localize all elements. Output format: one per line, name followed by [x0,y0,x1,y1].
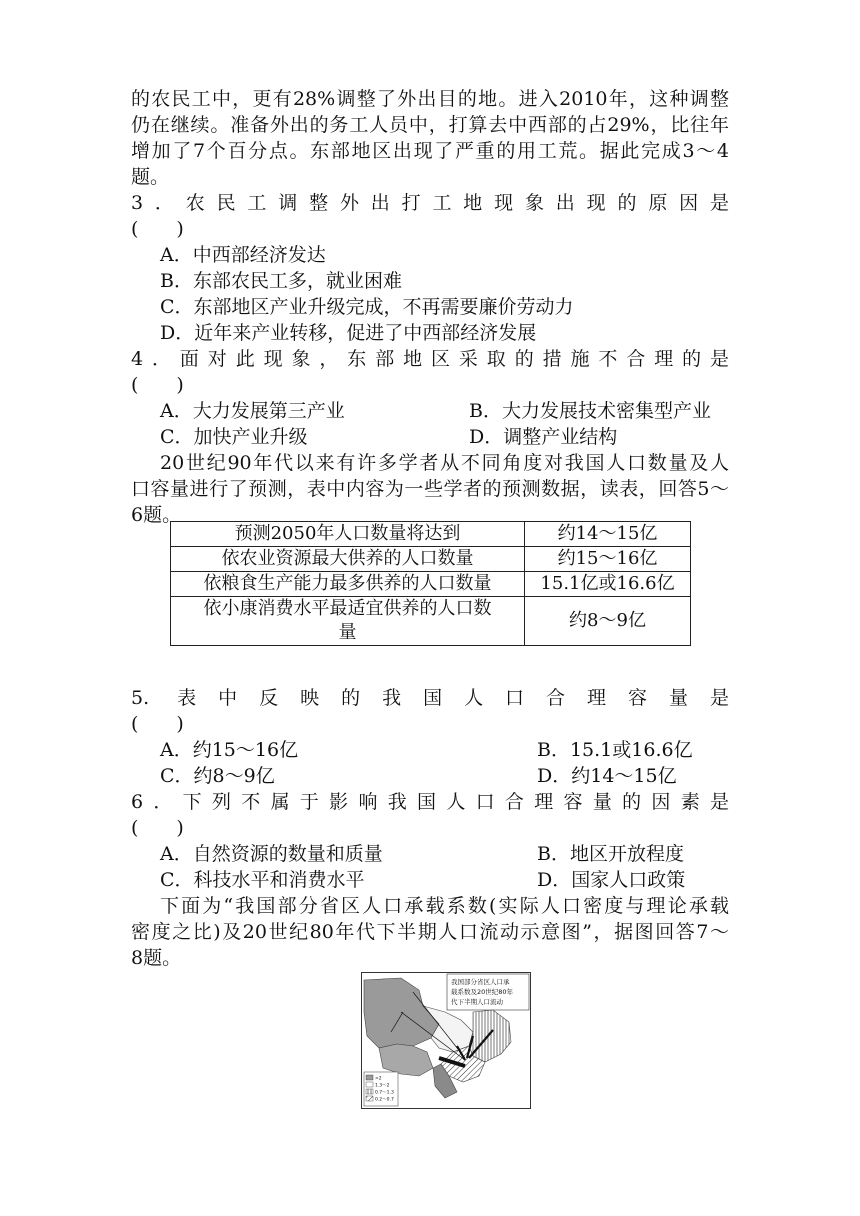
prediction-table [170,521,691,646]
para-5-6-line-1: 20世纪90年代以来有许多学者从不同角度对我国人口数量及人 [160,452,729,474]
table-row [171,547,691,572]
q5-option-a: A．约15～16亿 [160,739,299,761]
table-cell-value: 约14～15亿 [525,522,691,547]
q6-option-d: D．国家人口政策 [537,869,686,891]
para-5-6-line-2: 口容量进行了预测，表中内容为一些学者的预测数据，读表，回答5～ [131,478,729,500]
q6-option-a: A．自然资源的数量和质量 [160,843,383,865]
legend-label: 0.7～1.3 [375,1090,394,1096]
q5-option-d: D．约14～15亿 [537,765,677,787]
q4-option-a: A．大力发展第三产业 [160,400,345,422]
table-cell-value: 约15～16亿 [525,547,691,572]
table-row [171,522,691,547]
legend-swatch [366,1096,373,1101]
table-row [171,597,691,646]
q5-answer-paren: ( ) [131,713,184,735]
para-7-8-line-1: 下面为“我国部分省区人口承载系数(实际人口密度与理论承载 [160,895,729,917]
para-7-8-line-2: 密度之比)及20世纪80年代下半期人口流动示意图”，据图回答7～ [131,921,729,943]
q4-option-c: C．加快产业升级 [160,426,308,448]
table-cell-label-line-2: 量 [338,622,357,643]
table-row [171,572,691,597]
para-5-6-line-3: 6题。 [131,504,182,526]
legend-label: 1.3～2 [375,1083,390,1089]
q5-option-c: C．约8～9亿 [160,765,275,787]
q4-stem: 4．面对此现象，东部地区采取的措施不合理的是 [131,348,729,370]
intro-line-3: 增加了7个百分点。东部地区出现了严重的用工荒。据此完成3～4 [131,140,729,162]
table-cell-label: 预测2050年人口数量将达到 [171,522,525,547]
q3-answer-paren: ( ) [131,218,184,240]
q3-option-c: C．东部地区产业升级完成，不再需要廉价劳动力 [160,296,574,318]
q6-option-c: C．科技水平和消费水平 [160,869,365,891]
map-title-line-1: 我国部分省区人口承 [451,978,510,986]
para-7-8-line-3: 8题。 [131,947,182,969]
q3-stem: 3．农民工调整外出打工地现象出现的原因是 [131,192,729,214]
q6-option-b: B．地区开放程度 [537,843,684,865]
map-graphic [361,972,531,1109]
q3-option-d: D．近年来产业转移，促进了中西部经济发展 [160,322,537,344]
q4-option-b: B．大力发展技术密集型产业 [469,400,711,422]
table-cell-value: 约8～9亿 [525,597,691,646]
table-cell-label [171,597,525,646]
legend-swatch [366,1089,373,1094]
map-title-line-3: 代下半期人口流动 [451,998,503,1006]
legend-swatch [366,1075,373,1080]
q5-option-b: B．15.1或16.6亿 [537,739,693,761]
map-title-line-2: 载系数及20世纪80年 [451,988,514,996]
q6-stem: 6．下列不属于影响我国人口合理容量的因素是 [131,791,729,813]
intro-line-4: 题。 [131,166,170,188]
table-cell-label-line-1: 依小康消费水平最适宜供养的人口数 [203,598,492,619]
legend-label: 0.2～0.7 [375,1097,394,1103]
legend-swatch [366,1082,373,1087]
table-cell-label: 依粮食生产能力最多供养的人口数量 [171,572,525,597]
intro-line-1: 的农民工中，更有28%调整了外出目的地。进入2010年，这种调整 [131,88,729,110]
q5-stem: 5. 表中反映的我国人口合理容量是 [131,687,729,709]
legend-label: >2 [375,1076,382,1082]
q6-answer-paren: ( ) [131,817,184,839]
table-cell-value: 15.1亿或16.6亿 [525,572,691,597]
population-flow-map [361,972,531,1109]
q3-option-b: B．东部农民工多，就业困难 [160,270,402,292]
q4-answer-paren: ( ) [131,374,184,396]
q3-option-a: A．中西部经济发达 [160,244,326,266]
q4-option-d: D．调整产业结构 [469,426,618,448]
table-cell-label: 依农业资源最大供养的人口数量 [171,547,525,572]
intro-line-2: 仍在继续。准备外出的务工人员中，打算去中西部的占29%，比往年 [131,114,729,136]
